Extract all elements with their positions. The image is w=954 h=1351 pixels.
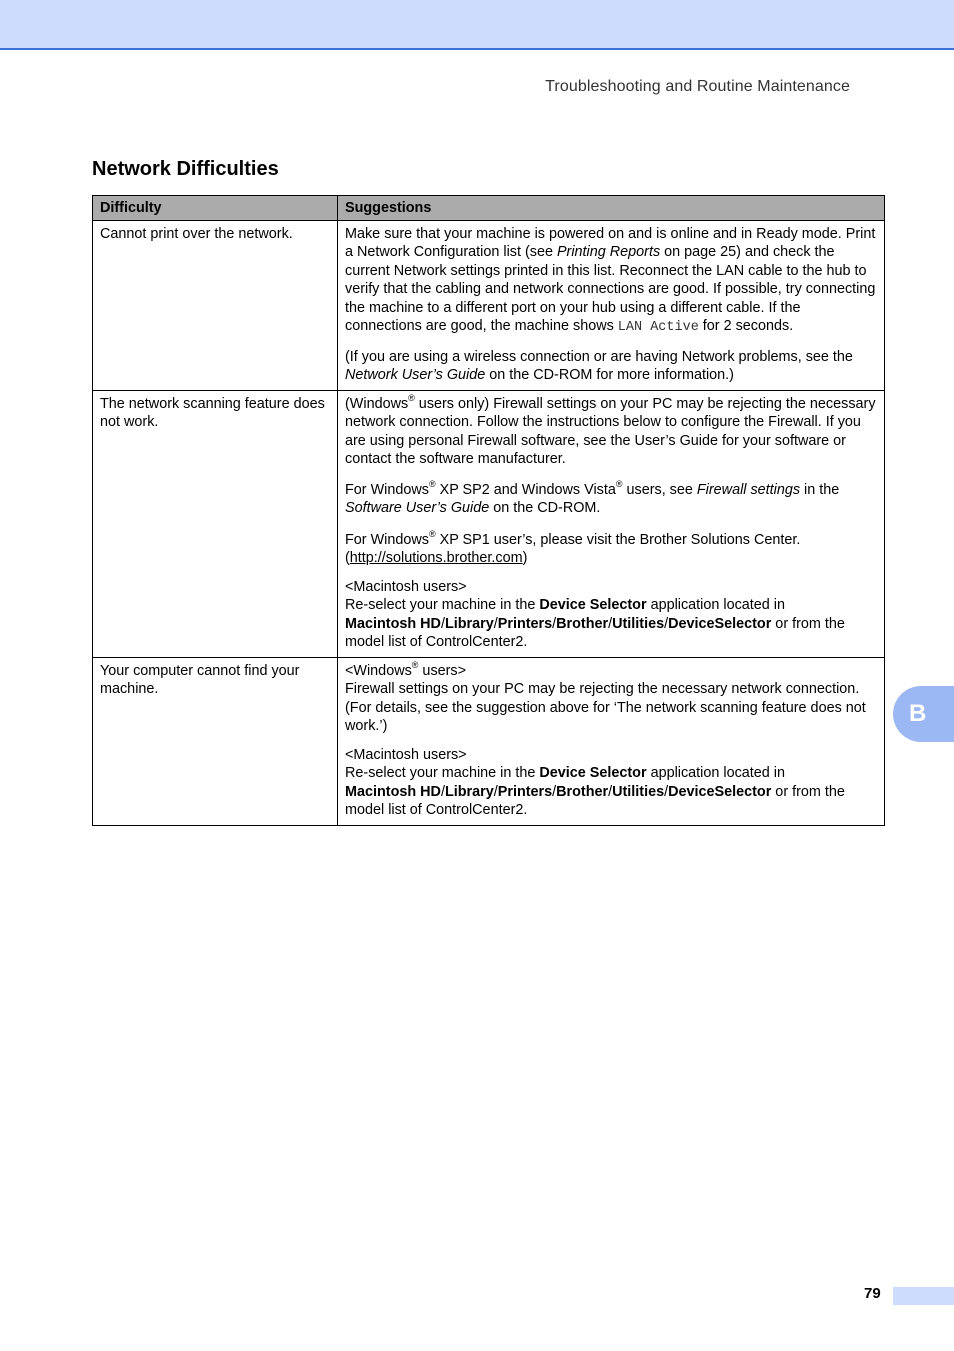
- suggestion-text: ): [522, 550, 528, 566]
- section-title: Network Difficulties: [92, 158, 279, 180]
- appendix-tab: B: [893, 686, 954, 742]
- suggestion-text: or from the model list of ControlCenter2.: [345, 615, 845, 650]
- suggestion-text: Re-select your machine in the: [345, 765, 540, 781]
- registered-mark: ®: [428, 478, 436, 489]
- table-row: [93, 657, 885, 825]
- suggestion-text: in the: [800, 481, 840, 498]
- suggestion-paragraph: [345, 225, 878, 338]
- solutions-center-link[interactable]: http://solutions.brother.com: [349, 550, 523, 566]
- suggestion-text: For Windows: [345, 531, 429, 548]
- suggestion-text: XP SP1 user’s, please visit the Brother Solutions Center.: [435, 531, 801, 548]
- suggestion-text: Make sure that your machine is powered on and is online and in Ready mode. Print a Network Configuration list (see: [345, 225, 876, 260]
- platform-heading: <Macintosh users>: [345, 746, 467, 763]
- suggestion-text: (If you are using a wireless connection or are having Network problems, see the: [345, 348, 853, 365]
- suggestion-text: application located in: [646, 765, 785, 781]
- suggestion-text: (Windows: [345, 395, 409, 412]
- suggestion-paragraph: [345, 348, 878, 385]
- suggestion-text: For Windows: [345, 481, 429, 498]
- running-header: Troubleshooting and Routine Maintenance: [545, 78, 850, 95]
- suggestion-text: Firewall settings on your PC may be rejecting the necessary network connection. (For details, see the suggestion above for ‘The network scanning feature does not work.’): [345, 681, 866, 734]
- doc-reference: Firewall settings: [696, 481, 801, 498]
- platform-heading: users>: [418, 662, 467, 679]
- suggestions-cell: [338, 657, 885, 825]
- platform-heading: <Windows: [345, 662, 412, 679]
- suggestion-text: on the CD-ROM for more information.): [485, 367, 734, 383]
- suggestion-paragraph: [345, 392, 878, 469]
- registered-mark: ®: [428, 528, 436, 539]
- page-number: 79: [864, 1285, 881, 1302]
- suggestions-cell: [338, 220, 885, 390]
- lcd-message: LAN Active: [617, 320, 699, 335]
- difficulty-cell: Cannot print over the network.: [93, 220, 338, 390]
- footer-bar: [893, 1287, 954, 1305]
- folder-path: Macintosh HD/Library/Printers/Brother/Utilities/DeviceSelector: [345, 783, 772, 800]
- table-row: [93, 390, 885, 657]
- doc-reference: Printing Reports: [556, 244, 661, 260]
- suggestions-cell: [338, 390, 885, 657]
- suggestion-paragraph: [345, 478, 878, 518]
- column-header-suggestions: Suggestions: [338, 196, 885, 221]
- table-header-row: [93, 196, 885, 221]
- top-header-band: [0, 0, 954, 50]
- doc-reference: Software User’s Guide: [345, 500, 490, 516]
- registered-mark: ®: [408, 392, 415, 403]
- troubleshooting-table: [92, 195, 885, 826]
- suggestion-text: (: [345, 550, 350, 566]
- app-name: Device Selector: [539, 597, 647, 613]
- folder-path: Macintosh HD/Library/Printers/Brother/Utilities/DeviceSelector: [345, 615, 772, 632]
- suggestion-text: for 2 seconds.: [698, 318, 794, 334]
- column-header-difficulty: Difficulty: [93, 196, 338, 221]
- suggestion-text: or from the model list of ControlCenter2.: [345, 783, 845, 818]
- registered-mark: ®: [411, 659, 419, 670]
- suggestion-text: Re-select your machine in the: [345, 597, 540, 613]
- suggestion-text: users only) Firewall settings on your PC may be rejecting the necessary network connection. Follow the instructions below to configure the Firewall. If you are using personal Firewall software, see the User’s Guide for your software or contact the software manufacturer.: [345, 395, 876, 467]
- suggestion-text: users, see: [622, 481, 697, 498]
- difficulty-cell: Your computer cannot find your machine.: [93, 657, 338, 825]
- suggestion-text: XP SP2 and Windows Vista: [435, 481, 616, 498]
- suggestion-text: on the CD-ROM.: [489, 500, 601, 516]
- platform-heading: <Macintosh users>: [345, 578, 467, 595]
- suggestion-paragraph: [345, 528, 878, 568]
- suggestion-paragraph: [345, 659, 878, 736]
- suggestion-paragraph: [345, 746, 878, 820]
- table-row: [93, 220, 885, 390]
- suggestion-paragraph: [345, 578, 878, 652]
- app-name: Device Selector: [539, 765, 647, 781]
- difficulty-cell: The network scanning feature does not work.: [93, 390, 338, 657]
- suggestion-text: application located in: [646, 597, 785, 613]
- registered-mark: ®: [615, 478, 623, 489]
- doc-reference: Network User’s Guide: [345, 367, 486, 383]
- suggestion-text: on page 25) and check the current Network settings printed in this list. Reconnect the LAN cable to the hub to verify that the cabling and network connections are good. If possible, try connecting the machine to a different port on your hub using a different cable. If the connections are good, the machine shows: [345, 244, 876, 334]
